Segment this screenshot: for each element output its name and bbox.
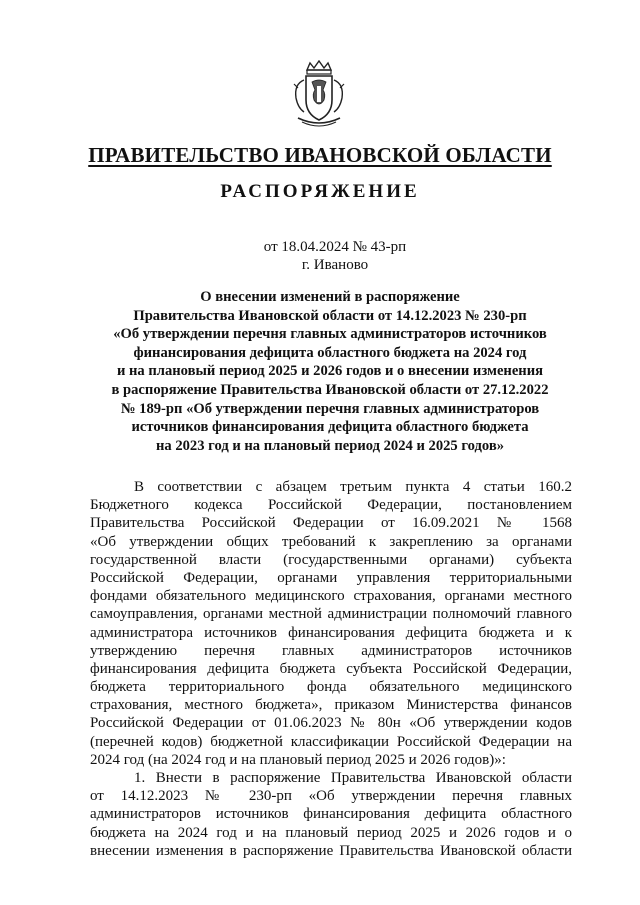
body-line: финансирования дефицита бюджета субъекта Российской Федерации,: [90, 660, 572, 677]
body-line: государственной власти (государственными органами) субъекта: [90, 551, 572, 568]
body-line: (перечней кодов) бюджетной классификации Российской Федерации на: [90, 733, 572, 750]
body-line: Бюджетного кодекса Российской Федерации, постановлением: [90, 497, 572, 514]
document-city: г. Иваново: [301, 257, 369, 273]
body-line: Российской Федерации, органами управления территориальными: [90, 569, 572, 586]
heading-line: на 2023 год и на плановый период 2024 и 2025 годов»: [155, 437, 505, 454]
body-line: внесении изменения в распоряжение Правительства Ивановской области: [90, 842, 572, 859]
body-line: Правительства Российской Федерации от 16.09.2021 № 1568: [90, 515, 572, 532]
heading-line: и на плановый период 2025 и 2026 годов и о внесении изменения: [116, 363, 544, 380]
heading-line: О внесении изменений в распоряжение: [200, 289, 460, 305]
body-line: страхования, местного бюджета», приказом Министерства финансов: [90, 697, 572, 714]
body-line: администраторов источников финансирования дефицита областного: [90, 806, 572, 823]
heading-line: источников финансирования дефицита областного бюджета: [131, 419, 529, 436]
heading-line: Правительства Ивановской области от 14.12.2023 № 230-рп: [133, 307, 527, 324]
body-line: Российской Федерации от 01.06.2023 № 80н «Об утверждении кодов: [90, 715, 572, 732]
document-type: РАСПОРЯЖЕНИЕ: [220, 181, 420, 202]
body-line: от 14.12.2023 № 230-рп «Об утверждении перечня главных: [90, 788, 572, 805]
body-line: администратора источников финансирования дефицита бюджета и к: [90, 624, 572, 641]
document-body: [90, 478, 572, 860]
body-line: «Об утверждении общих требований к закреплению за органами: [90, 533, 572, 550]
document-date-number: от 18.04.2024 № 43-рп: [263, 239, 407, 255]
body-line: 2024 год (на 2024 год и на плановый период 2025 и 2026 годов)»:: [90, 751, 506, 768]
body-line: бюджета территориального фонда обязательного медицинского: [90, 679, 572, 696]
body-line: В соответствии с абзацем третьим пункта 4 статьи 160.2: [134, 479, 572, 495]
body-line: утверждению перечня главных администраторов источников: [90, 642, 572, 659]
heading-line: «Об утверждении перечня главных администраторов источников: [113, 326, 547, 343]
heading-line: № 189-рп «Об утверждении перечня главных администраторов: [120, 400, 540, 417]
coat-of-arms-icon: [290, 60, 348, 130]
body-line: бюджета на 2024 год и на плановый период 2025 и 2026 годов и о: [90, 824, 572, 841]
heading-line: финансирования дефицита областного бюджета на 2024 год: [133, 344, 527, 361]
document-heading: [90, 288, 570, 455]
body-line: 1. Внести в распоряжение Правительства Ивановской области: [134, 770, 572, 786]
heading-line: в распоряжение Правительства Ивановской области от 27.12.2022: [111, 381, 549, 398]
body-line: самоуправления, органами местной администрации полномочий главного: [90, 606, 572, 623]
government-title: ПРАВИТЕЛЬСТВО ИВАНОВСКОЙ ОБЛАСТИ: [88, 143, 552, 167]
body-line: фондами обязательного медицинского страхования, органами местного: [90, 588, 572, 605]
